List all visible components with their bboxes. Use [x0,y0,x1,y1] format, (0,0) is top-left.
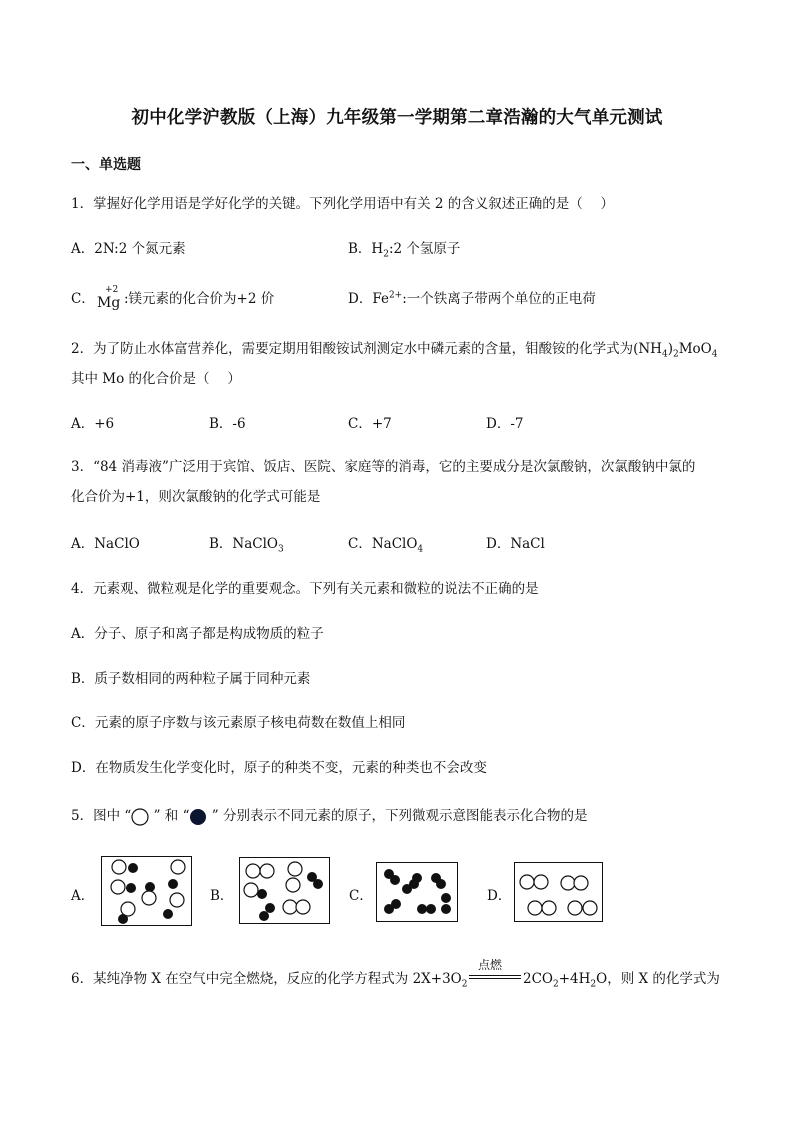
mg-valence: +2 [105,285,119,295]
q5-diagram-c [376,862,458,922]
q1-option-b: B．$H_2:2$ 个氢原子 [348,241,461,260]
q2-option-c: C．+7 [348,416,392,432]
q3-option-b: B．NaClO$_3$ [209,536,284,555]
q5-option-b-label: B． [210,888,234,904]
q3-stem-line1: 3．“84 消毒液”广泛用于宾馆、饭店、医院、家庭等的消毒，它的主要成分是次氯酸钠，次氯酸钠中氯的 [71,459,696,475]
q1-option-c-text: :镁元素的化合价为+2 价 [124,291,275,307]
q6-products: $2CO_2+4H_2O$，则 X 的化学式为 [523,971,720,990]
q5-option-c-label: C． [349,888,373,904]
mg-element: Mg [97,295,121,311]
white-atom-icon [131,808,149,826]
mg-valence-symbol [97,285,125,315]
section-heading: 一、单选题 [71,157,141,173]
q5-diagram-a [101,856,192,926]
q1-option-d: D．$Fe^{2+}$:一个铁离子带两个单位的正电荷 [348,290,596,307]
q2-stem-line2: 其中 Mo 的化合价是（ ） [71,371,241,387]
q5-diagram-b [239,857,330,924]
q3-option-a: A．NaClO [71,536,140,552]
q6-reaction-condition: 点燃 [478,958,503,972]
q1-option-c-label: C． [71,291,95,307]
q4-option-b: B．质子数相同的两种粒子属于同种元素 [71,671,311,687]
q6-stem: 6．某纯净物 X 在空气中完全燃烧，反应的化学方程式为 $2X+3O_2$ [71,971,468,990]
q2-option-a: A．+6 [71,416,115,432]
q4-option-c: C．元素的原子序数与该元素原子核电荷数在数值上相同 [71,715,406,731]
q6-equation-bar-top [469,975,521,976]
q5-option-d-label: D． [487,888,512,904]
q3-option-c: C．NaClO$_4$ [348,536,424,555]
q2-stem-line1: 2．为了防止水体富营养化，需要定期用钼酸铵试剂测定水中磷元素的含量，钼酸铵的化学式为$(NH_4)_2MoO_4$ [71,341,718,360]
black-atom-icon [189,808,207,826]
q6-equation-bar-bottom [469,978,521,979]
q1-stem: 1．掌握好化学用语是学好化学的关键。下列化学用语中有关 2 的含义叙述正确的是（ ） [71,196,615,212]
page-title: 初中化学沪教版（上海）九年级第一学期第二章浩瀚的大气单元测试 [131,108,663,128]
q4-option-d: D．在物质发生化学变化时，原子的种类不变，元素的种类也不会改变 [71,760,487,776]
q5-stem: 5．图中 “ ” 和 “ ” 分别表示不同元素的原子，下列微观示意图能表示化合物的是 [71,808,588,824]
q2-option-d: D．-7 [486,416,524,432]
q4-option-a: A．分子、原子和离子都是构成物质的粒子 [71,626,324,642]
q3-option-d: D．NaCl [486,536,545,552]
q3-stem-line2: 化合价为+1，则次氯酸钠的化学式可能是 [71,489,321,505]
q1-option-a: A．2N:2 个氮元素 [71,241,186,257]
q5-option-a-label: A． [71,888,95,904]
q2-option-b: B．-6 [209,416,246,432]
q4-stem: 4．元素观、微粒观是化学的重要观念。下列有关元素和微粒的说法不正确的是 [71,581,539,597]
q5-diagram-d [514,862,603,922]
